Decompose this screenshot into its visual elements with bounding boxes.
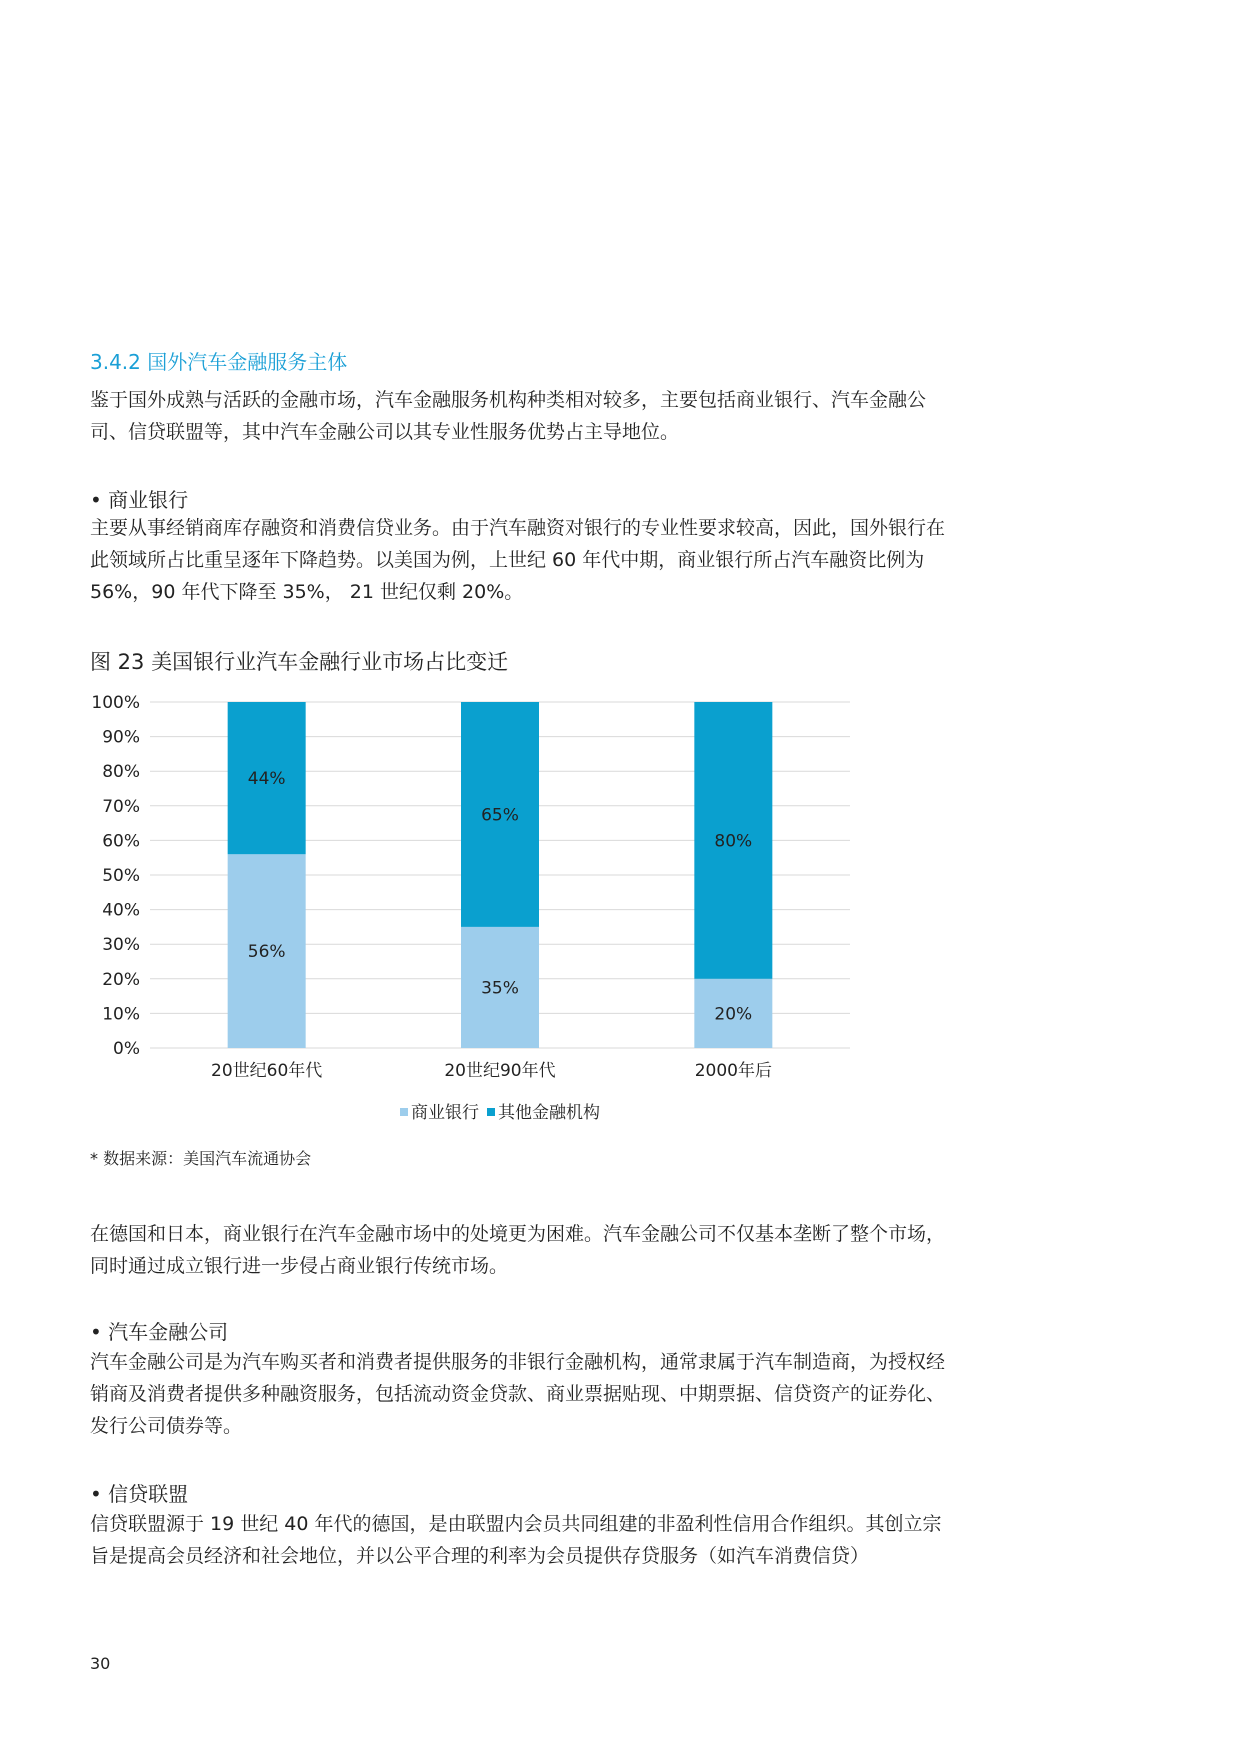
legend-swatch [487,1108,495,1116]
y-tick-label: 80% [102,762,140,783]
legend-label: 商业银行 [411,1103,479,1123]
intro-paragraph: 鉴于国外成熟与活跃的金融市场，汽车金融服务机构种类相对较多，主要包括商业银行、汽车金融公司、信贷联盟等，其中汽车金融公司以其专业性服务优势占主导地位。 [90,389,927,443]
x-category-label: 20世纪90年代 [444,1061,556,1081]
data-label: 80% [714,831,753,852]
bank-paragraph: 主要从事经销商库存融资和消费信贷业务。由于汽车融资对银行的专业性要求较高，因此，国外银行在此领域所占比重呈逐年下降趋势。以美国为例，上世纪 60 年代中期，商业银行所占汽车融资比例为 56%，90 年代下降至 35%， 21 世纪仅剩 20%。 [90,517,946,603]
data-label: 44% [247,769,286,790]
y-tick-label: 70% [102,796,140,817]
x-category-label: 2000年后 [694,1061,772,1081]
y-tick-label: 30% [102,935,140,956]
section-heading: 3.4.2 国外汽车金融服务主体 [90,350,348,374]
legend-swatch [400,1108,408,1116]
y-tick-label: 100% [91,693,140,713]
y-tick-label: 50% [102,866,140,886]
data-label: 20% [714,1004,753,1025]
finance-company-paragraph: 汽车金融公司是为汽车购买者和消费者提供服务的非银行金融机构，通常隶属于汽车制造商，为授权经销商及消费者提供多种融资服务，包括流动资金贷款、商业票据贴现、中期票据、信贷资产的证券化、发行公司债券等。 [90,1351,946,1437]
germany-japan-paragraph: 在德国和日本，商业银行在汽车金融市场中的处境更为困难。汽车金融公司不仅基本垄断了整个市场，同时通过成立银行进一步侵占商业银行传统市场。 [90,1223,946,1277]
page-number: 30 [90,1654,111,1673]
data-label: 56% [247,942,286,963]
data-label: 35% [481,978,519,999]
y-tick-label: 90% [102,727,140,748]
y-tick-label: 20% [102,969,140,990]
x-category-label: 20世纪60年代 [211,1061,323,1081]
credit-union-paragraph: 信贷联盟源于 19 世纪 40 年代的德国，是由联盟内会员共同组建的非盈利性信用合作组织。其创立宗旨是提高会员经济和社会地位，并以公平合理的利率为会员提供存贷服务（如汽车消费信贷） [90,1513,942,1567]
data-label: 65% [481,805,519,826]
legend-label: 其他金融机构 [498,1103,600,1123]
figure-title: 图 23 美国银行业汽车金融行业市场占比变迁 [90,650,509,674]
y-tick-label: 60% [102,831,140,852]
y-tick-label: 10% [102,1004,140,1025]
data-source-note: * 数据来源：美国汽车流通协会 [90,1149,312,1168]
stacked-bar-chart [0,690,900,1140]
bullet-credit-union: • 信贷联盟 [90,1482,189,1506]
y-tick-label: 0% [113,1039,140,1059]
bullet-commercial-bank: • 商业银行 [90,488,189,512]
bullet-finance-company: • 汽车金融公司 [90,1320,229,1344]
y-tick-label: 40% [102,900,140,921]
